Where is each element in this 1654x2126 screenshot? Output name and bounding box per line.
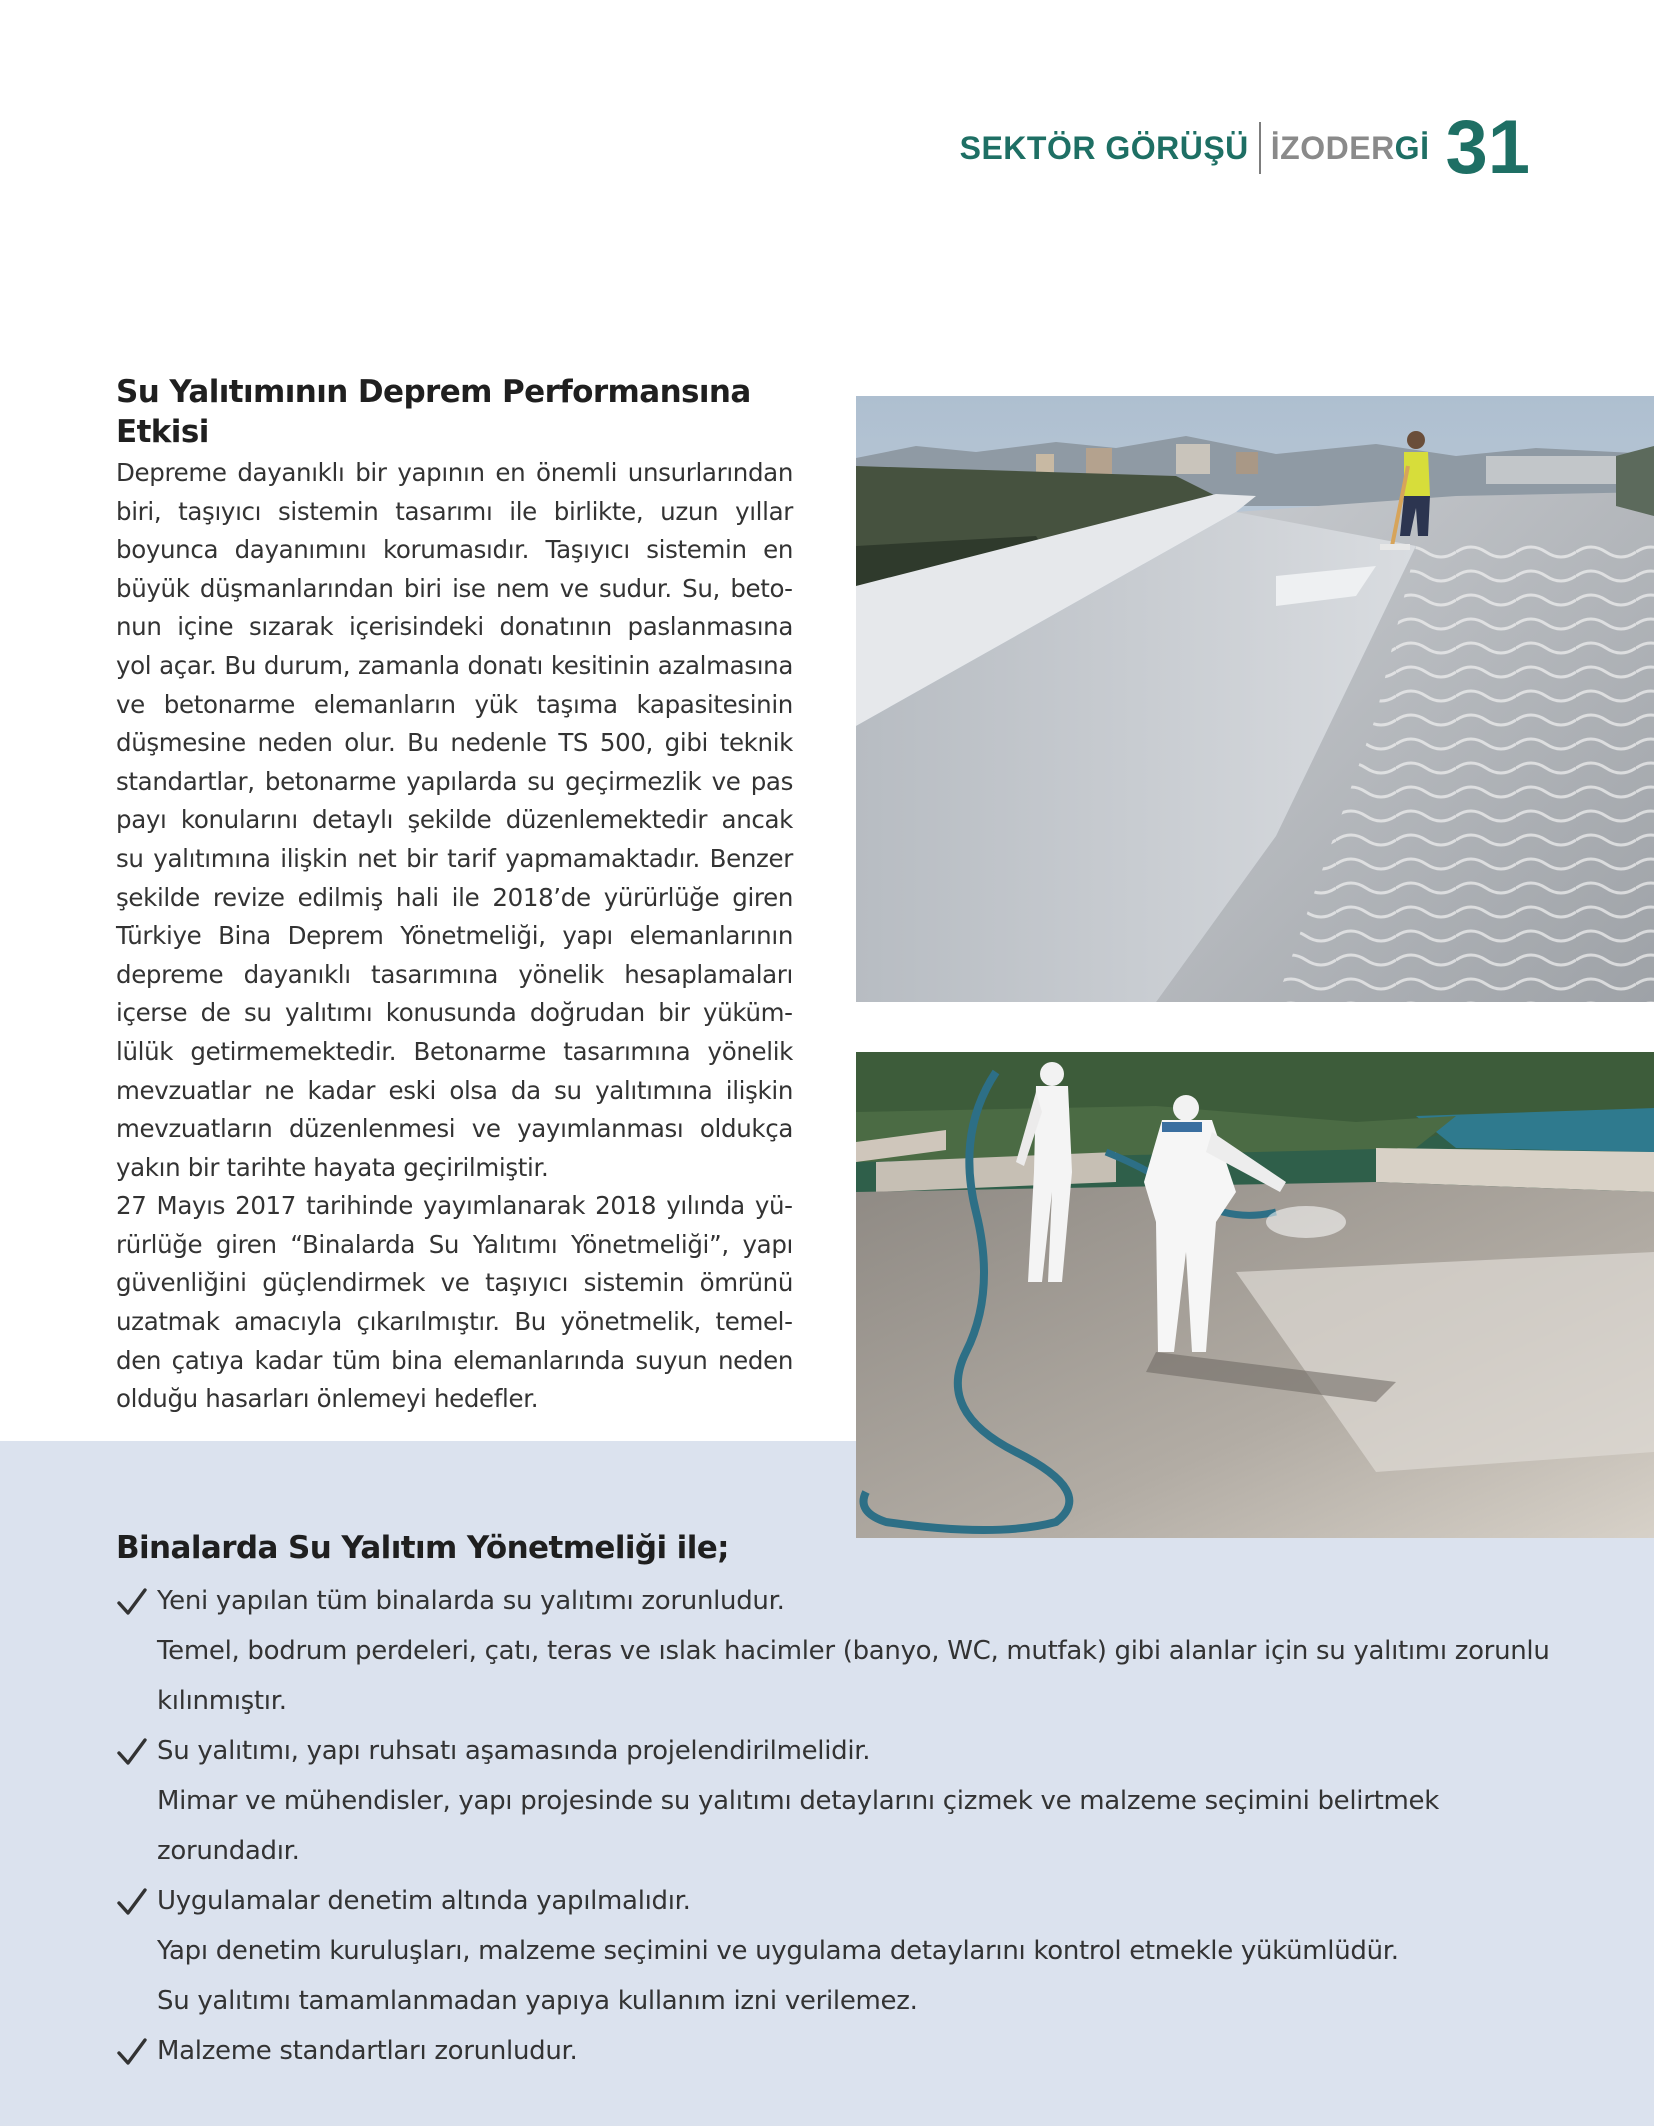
article-paragraph: Depreme dayanıklı bir yapının en önemli unsurlarından biri, taşıyıcı sistemin tasarımı ile birlikte, uzun yıllar boyunca dayanımını korumasıdır. Taşıyıcı sistemin en büyük düşmanlarından biri ise nem ve sudur. Su, betonun içine sızarak içerisindeki donatının paslanmasına yol açar. Bu durum, zamanla donatı kesitinin azalmasına ve betonarme elemanların yük taşıma kapasitesinin düşmesine neden olur. Bu nedenle TS 500, gibi teknik standartlar, betonarme yapılarda su geçirmezlik ve pas payı konularını detaylı şekilde düzenlemektedir ancak su yalıtımına ilişkin net bir tarif yapmamaktadır. Benzer şekilde revize edilmiş hali ile 2018’de yürürlüğe giren Türkiye Bina Deprem Yönetmeliği, yapı elemanlarının depreme dayanıklı tasarımına yönelik hesaplamaları içerse de su yalıtımı konusunda doğrudan bir yükümlülük getirmemektedir. Betonarme tasarımına yönelik mevzuatlar ne kadar eski olsa da su yalıtımına ilişkin mevzuatların düzenlenmesi ve yayımlanması oldukça yakın bir tarihte hayata geçirilmiştir. xyxy=(116,458,793,1182)
roof-coating-image xyxy=(856,396,1654,1002)
magazine-name-part1: İZODER xyxy=(1270,129,1395,166)
article xyxy=(116,372,793,1419)
regulation-item xyxy=(116,1576,1556,1726)
header-divider xyxy=(1259,122,1261,174)
check-icon xyxy=(116,2026,148,2076)
regulation-item xyxy=(116,1876,1556,2026)
regulations-list xyxy=(116,1576,1556,2076)
page-number: 31 xyxy=(1445,105,1530,190)
regulation-item-desc: Yapı denetim kuruluşları, malzeme seçimini ve uygulama detaylarını kontrol etmekle yükümlüdür. xyxy=(157,1936,1399,1966)
check-icon xyxy=(116,1576,148,1626)
check-icon xyxy=(116,1876,148,1926)
regulation-item xyxy=(116,1726,1556,1876)
regulation-item-desc: Temel, bodrum perdeleri, çatı, teras ve ıslak hacimler (banyo, WC, mutfak) gibi alanlar için su yalıtımı zorunlu kılınmıştır. xyxy=(157,1636,1550,1716)
article-title: Su Yalıtımının Deprem Performansına Etkisi xyxy=(116,374,751,450)
regulation-item-desc: Su yalıtımı tamamlanmadan yapıya kullanım izni verilemez. xyxy=(157,1986,918,2016)
article-paragraph: 27 Mayıs 2017 tarihinde yayımlanarak 2018 yılında yürürlüğe giren “Binalarda Su Yalıtımı Yönetmeliği”, yapı güvenliğini güçlendirmek ve taşıyıcı sistemin ömrünü uzatmak amacıyla çıkarılmıştır. Bu yönetmelik, temelden çatıya kadar tüm bina elemanlarında suyun neden olduğu hasarları önlemeyi hedefler. xyxy=(116,1191,793,1414)
section-title: SEKTÖR GÖRÜŞÜ xyxy=(959,129,1249,166)
regulations-section xyxy=(116,1524,1556,2076)
check-icon xyxy=(116,1726,148,1776)
regulation-item-text: Malzeme standartları zorunludur. xyxy=(157,2036,578,2066)
regulations-title: Binalarda Su Yalıtım Yönetmeliği ile; xyxy=(116,1530,729,1566)
regulation-item-text: Su yalıtımı, yapı ruhsatı aşamasında projelendirilmelidir. xyxy=(157,1736,871,1766)
regulation-item-desc: Mimar ve mühendisler, yapı projesinde su yalıtımı detaylarını çizmek ve malzeme seçimini belirtmek zorundadır. xyxy=(157,1786,1439,1866)
page-header xyxy=(959,105,1530,190)
magazine-name xyxy=(1271,130,1430,167)
regulation-item xyxy=(116,2026,1556,2076)
magazine-name-part2: Gİ xyxy=(1394,129,1430,166)
spray-application-image xyxy=(856,1052,1654,1538)
regulation-item-text: Uygulamalar denetim altında yapılmalıdır. xyxy=(157,1886,691,1916)
roof-coating-photo xyxy=(856,396,1654,1002)
spray-application-photo xyxy=(856,1052,1654,1538)
regulation-item-text: Yeni yapılan tüm binalarda su yalıtımı zorunludur. xyxy=(157,1586,785,1616)
